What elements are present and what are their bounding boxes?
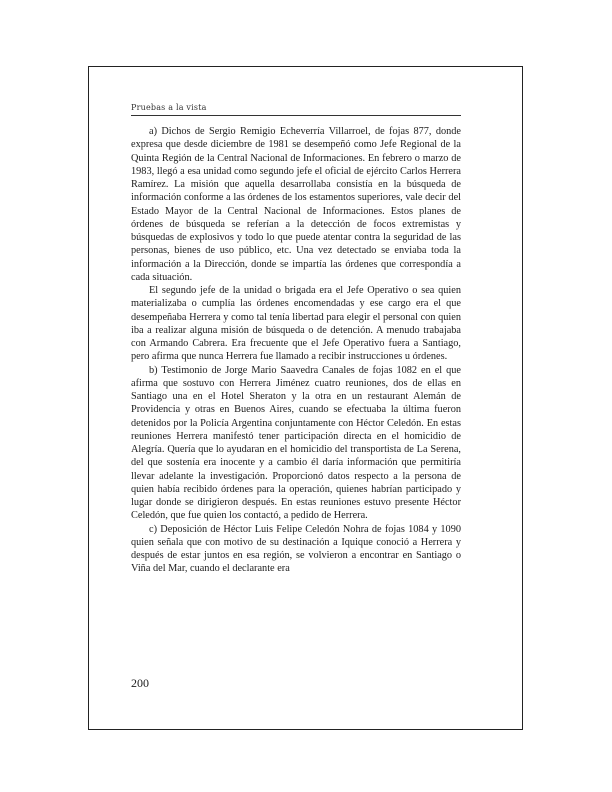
paragraph-a: a) Dichos de Sergio Remigio Echeverría Villarroel, de fojas 877, donde expresa que desde diciembre de 1981 se desempeñó como Jefe Regional de la Quinta Región de la Central Nacional de Informaciones. En febrero o marzo de 1983, llegó a esa unidad como segundo jefe el oficial de ejército Carlos Herrera Ramírez. La misión que aquella desarrollaba consistía en la búsqueda de información conforme a las órdenes de los estamentos superiores, vale decir del Estado Mayor de la Central Nacional de Informaciones. Estos planes de órdenes de búsqueda se referían a la detección de focos extremistas y búsquedas de explosivos y todo lo que puede atentar contra la seguridad de las personas, bienes de uso público, etc. Una vez detectado se enviaba toda la información a la Dirección, donde se impartía las órdenes que correspondía a cada situación.	[131, 126, 461, 283]
paragraph-a-continued: El segundo jefe de la unidad o brigada era el Jefe Operativo o sea quien materializaba o cumplía las órdenes encomendadas y ese cargo era el que desempeñaba Herrera y como tal tenía libertad para elegir el personal con quien iba a realizar alguna misión de búsqueda o de detención. A menudo trabajaba con Armando Cabrera. Era frecuente que el Jefe Operativo fuera a Santiago, pero afirma que nunca Herrera fue llamado a recibir instrucciones u órdenes.	[131, 285, 461, 363]
page-number: 200	[131, 676, 149, 690]
paragraph-c: c) Deposición de Héctor Luis Felipe Celedón Nohra de fojas 1084 y 1090 quien señala que con motivo de su destinación a Iquique conoció a Herrera y después de estar juntos en esa región, se volvieron a encontrar en Santiago o Viña del Mar, cuando el declarante era	[131, 523, 461, 575]
body-text	[131, 125, 461, 576]
paragraph-b: b) Testimonio de Jorge Mario Saavedra Canales de fojas 1082 en el que afirma que sostuvo con Herrera Jiménez cuatro reuniones, dos de ellas en Santiago una en el Hotel Sheraton y la otra en un restaurant Alemán de Providencia y otras en Buenos Aires, cuando se efectuaba la última fueron detenidos por la Policía Argentina conjuntamente con Héctor Celedón. En estas reuniones Herrera manifestó tener participación directa en el homicidio de Alegría. Quería que lo ayudaran en el homicidio del transportista de La Serena, del que sostenía era inocente y a cambio él daría información que permitiría llevar adelante la investigación. Proporcionó datos respecto a la persona de quien había recibido órdenes para la operación, quienes habrían participado y lugar donde se dirigieron después. En estas reuniones estuvo presente Héctor Celedón, que fue quien los contactó, a pedido de Herrera.	[131, 364, 461, 522]
running-head: Pruebas a la vista	[131, 103, 207, 112]
header-rule	[131, 115, 461, 116]
